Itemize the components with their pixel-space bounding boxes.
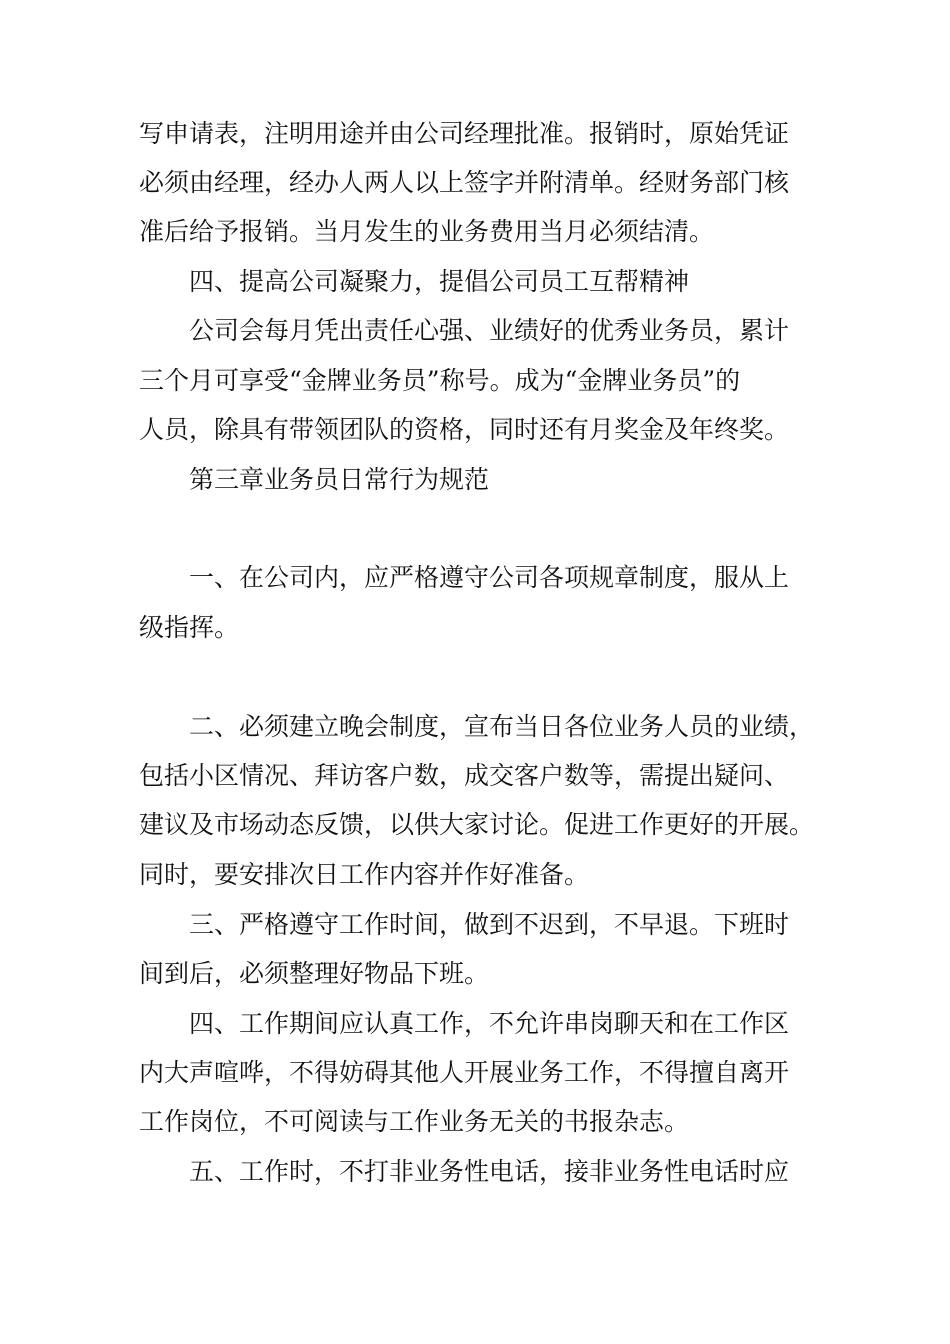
text-line-1: 写申请表，注明用途并由公司经理批准。报销时，原始凭证	[139, 119, 790, 148]
text-line-12: 包括小区情况、拜访客户数，成交客户数等，需提出疑问、	[139, 761, 790, 790]
section-heading-4: 四、提高公司凝聚力，提倡公司员工互帮精神	[189, 267, 690, 296]
text-line-3: 准后给予报销。当月发生的业务费用当月必须结清。	[139, 217, 715, 246]
text-line-5: 公司会每月凭出责任心强、业绩好的优秀业务员，累计	[189, 316, 790, 345]
text-line-20: 五、工作时，不打非业务性电话，接非业务性电话时应	[189, 1157, 790, 1186]
text-line-2: 必须由经理，经办人两人以上签字并附清单。经财务部门核	[139, 168, 790, 197]
text-line-19: 工作岗位，不可阅读与工作业务无关的书报杂志。	[139, 1107, 690, 1136]
text-line-18: 内大声喧哗，不得妨碍其他人开展业务工作，不得擅自离开	[139, 1058, 790, 1087]
text-line-9: 一、在公司内，应严格遵守公司各项规章制度，服从上	[189, 563, 790, 592]
text-line-7: 人员，除具有带领团队的资格，同时还有月奖金及年终奖。	[139, 415, 790, 444]
text-line-6: 三个月可享受“金牌业务员”称号。成为“金牌业务员”的	[139, 366, 741, 395]
chapter-heading: 第三章业务员日常行为规范	[189, 465, 490, 494]
text-line-17: 四、工作期间应认真工作，不允许串岗聊天和在工作区	[189, 1009, 790, 1038]
text-line-16: 间到后，必须整理好物品下班。	[139, 959, 490, 988]
text-line-10: 级指挥。	[139, 613, 240, 642]
text-line-13: 建议及市场动态反馈，以供大家讨论。促进工作更好的开展。	[139, 810, 815, 839]
text-line-14: 同时，要安排次日工作内容并作好准备。	[139, 860, 590, 889]
text-line-11: 二、必须建立晚会制度，宣布当日各位业务人员的业绩，	[189, 712, 815, 741]
text-line-15: 三、严格遵守工作时间，做到不迟到，不早退。下班时	[189, 910, 790, 939]
